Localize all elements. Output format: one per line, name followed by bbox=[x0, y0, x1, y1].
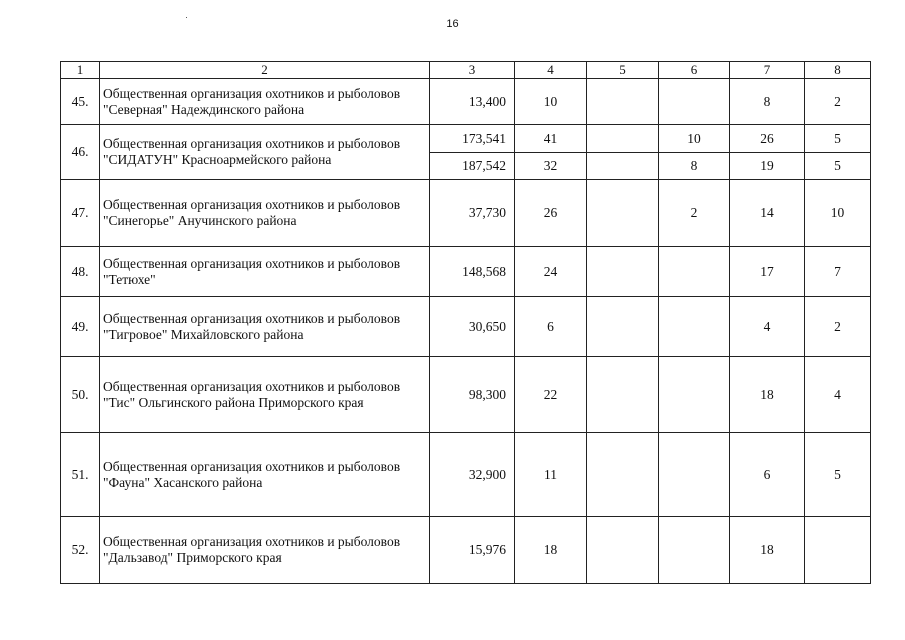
cell-col8: 7 bbox=[805, 247, 871, 297]
row-number: 47. bbox=[61, 180, 100, 247]
organization-name: Общественная организация охотников и рыболовов "Тис" Ольгинского района Приморского края bbox=[100, 357, 430, 433]
organization-name: Общественная организация охотников и рыболовов "Дальзавод" Приморского края bbox=[100, 517, 430, 584]
cell-col6 bbox=[659, 357, 730, 433]
column-header: 8 bbox=[805, 62, 871, 79]
cell-col6 bbox=[659, 297, 730, 357]
cell-col4: 22 bbox=[515, 357, 587, 433]
area-value: 173,541 bbox=[430, 125, 515, 153]
cell-col8: 2 bbox=[805, 297, 871, 357]
table-row bbox=[61, 79, 871, 125]
organization-name: Общественная организация охотников и рыболовов "Тигровое" Михайловского района bbox=[100, 297, 430, 357]
cell-col6 bbox=[659, 79, 730, 125]
cell-col6: 2 bbox=[659, 180, 730, 247]
row-number: 48. bbox=[61, 247, 100, 297]
table-row bbox=[61, 517, 871, 584]
cell-col7: 6 bbox=[730, 433, 805, 517]
cell-col4: 41 bbox=[515, 125, 587, 153]
cell-col4: 6 bbox=[515, 297, 587, 357]
organization-name: Общественная организация охотников и рыболовов "Синегорье" Анучинского района bbox=[100, 180, 430, 247]
cell-col7: 26 bbox=[730, 125, 805, 153]
area-value: 98,300 bbox=[430, 357, 515, 433]
area-value: 13,400 bbox=[430, 79, 515, 125]
cell-col7: 4 bbox=[730, 297, 805, 357]
cell-col8: 10 bbox=[805, 180, 871, 247]
cell-col5 bbox=[587, 180, 659, 247]
cell-col8: 5 bbox=[805, 125, 871, 153]
table-row bbox=[61, 180, 871, 247]
cell-col4: 26 bbox=[515, 180, 587, 247]
organization-name: Общественная организация охотников и рыболовов "СИДАТУН" Красноармейского района bbox=[100, 125, 430, 180]
column-header: 7 bbox=[730, 62, 805, 79]
row-number: 45. bbox=[61, 79, 100, 125]
cell-col7: 8 bbox=[730, 79, 805, 125]
table-row bbox=[61, 247, 871, 297]
column-header: 5 bbox=[587, 62, 659, 79]
cell-col6 bbox=[659, 433, 730, 517]
column-header: 2 bbox=[100, 62, 430, 79]
cell-col4: 11 bbox=[515, 433, 587, 517]
cell-col8: 4 bbox=[805, 357, 871, 433]
cell-col5 bbox=[587, 153, 659, 180]
table-row bbox=[61, 357, 871, 433]
cell-col5 bbox=[587, 357, 659, 433]
cell-col8 bbox=[805, 517, 871, 584]
cell-col4: 18 bbox=[515, 517, 587, 584]
row-number: 49. bbox=[61, 297, 100, 357]
area-value: 15,976 bbox=[430, 517, 515, 584]
row-number: 50. bbox=[61, 357, 100, 433]
table-row bbox=[61, 433, 871, 517]
column-number-row bbox=[61, 62, 871, 79]
cell-col6 bbox=[659, 517, 730, 584]
cell-col5 bbox=[587, 125, 659, 153]
table-row bbox=[61, 125, 871, 153]
cell-col7: 18 bbox=[730, 357, 805, 433]
organization-name: Общественная организация охотников и рыболовов "Фауна" Хасанского района bbox=[100, 433, 430, 517]
area-value: 32,900 bbox=[430, 433, 515, 517]
cell-col8: 2 bbox=[805, 79, 871, 125]
column-header: 1 bbox=[61, 62, 100, 79]
cell-col8: 5 bbox=[805, 153, 871, 180]
page-number: 16 bbox=[446, 18, 459, 30]
area-value: 148,568 bbox=[430, 247, 515, 297]
cell-col4: 32 bbox=[515, 153, 587, 180]
cell-col7: 17 bbox=[730, 247, 805, 297]
area-value: 30,650 bbox=[430, 297, 515, 357]
row-number: 51. bbox=[61, 433, 100, 517]
column-header: 6 bbox=[659, 62, 730, 79]
cell-col5 bbox=[587, 79, 659, 125]
area-value: 187,542 bbox=[430, 153, 515, 180]
cell-col5 bbox=[587, 517, 659, 584]
cell-col5 bbox=[587, 247, 659, 297]
cell-col7: 14 bbox=[730, 180, 805, 247]
cell-col6: 8 bbox=[659, 153, 730, 180]
cell-col7: 19 bbox=[730, 153, 805, 180]
cell-col4: 10 bbox=[515, 79, 587, 125]
cell-col7: 18 bbox=[730, 517, 805, 584]
cell-col5 bbox=[587, 433, 659, 517]
scan-speck bbox=[186, 17, 187, 18]
area-value: 37,730 bbox=[430, 180, 515, 247]
table-row bbox=[61, 297, 871, 357]
cell-col6: 10 bbox=[659, 125, 730, 153]
cell-col6 bbox=[659, 247, 730, 297]
cell-col5 bbox=[587, 297, 659, 357]
hunting-areas-table bbox=[60, 61, 871, 584]
row-number: 46. bbox=[61, 125, 100, 180]
cell-col8: 5 bbox=[805, 433, 871, 517]
column-header: 3 bbox=[430, 62, 515, 79]
row-number: 52. bbox=[61, 517, 100, 584]
cell-col4: 24 bbox=[515, 247, 587, 297]
organization-name: Общественная организация охотников и рыболовов "Северная" Надеждинского района bbox=[100, 79, 430, 125]
column-header: 4 bbox=[515, 62, 587, 79]
organization-name: Общественная организация охотников и рыболовов "Тетюхе" bbox=[100, 247, 430, 297]
